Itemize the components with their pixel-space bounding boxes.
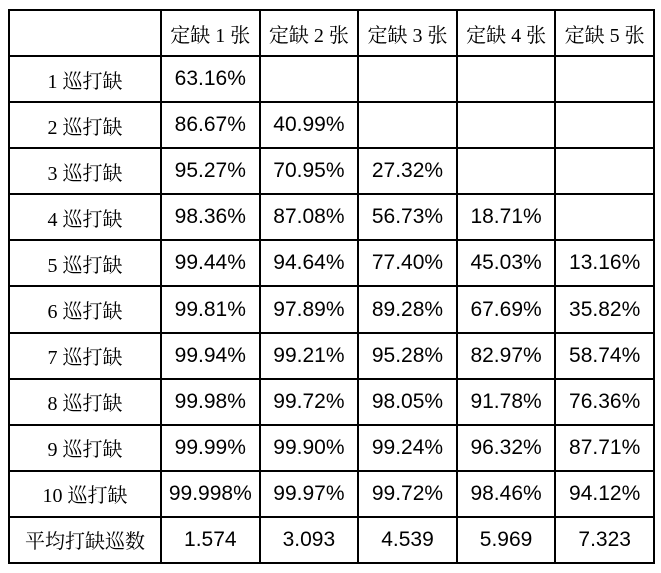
summary-row [9,517,654,563]
probability-table [8,9,655,564]
data-cell: 89.28% [358,286,457,332]
data-cell: 58.74% [555,333,654,379]
column-header-1: 定缺 1 张 [161,10,260,56]
data-cell: 7.323 [555,517,654,563]
data-cell: 18.71% [457,194,556,240]
data-cell: 98.05% [358,379,457,425]
data-cell [555,148,654,194]
data-cell: 5.969 [457,517,556,563]
data-cell: 94.12% [555,471,654,517]
table-row [9,148,654,194]
data-cell: 13.16% [555,240,654,286]
data-cell: 76.36% [555,379,654,425]
data-cell: 77.40% [358,240,457,286]
data-cell: 45.03% [457,240,556,286]
data-cell: 40.99% [260,102,359,148]
data-cell: 95.28% [358,333,457,379]
data-cell: 63.16% [161,56,260,102]
data-cell: 99.99% [161,425,260,471]
data-cell [260,56,359,102]
data-cell [555,56,654,102]
data-cell: 99.90% [260,425,359,471]
row-label: 7 巡打缺 [9,333,161,379]
table-row [9,286,654,332]
table-row [9,102,654,148]
data-cell: 99.97% [260,471,359,517]
data-cell: 99.72% [358,471,457,517]
data-cell: 86.67% [161,102,260,148]
data-cell [457,56,556,102]
data-cell: 35.82% [555,286,654,332]
data-cell [457,148,556,194]
data-cell: 99.44% [161,240,260,286]
data-cell: 98.36% [161,194,260,240]
data-cell: 99.21% [260,333,359,379]
data-cell [555,194,654,240]
column-header-3: 定缺 3 张 [358,10,457,56]
data-cell: 99.72% [260,379,359,425]
data-cell: 99.998% [161,471,260,517]
data-cell: 96.32% [457,425,556,471]
column-header-4: 定缺 4 张 [457,10,556,56]
table-row [9,379,654,425]
data-cell: 87.08% [260,194,359,240]
row-label: 平均打缺巡数 [9,517,161,563]
table-row [9,240,654,286]
data-cell: 95.27% [161,148,260,194]
data-cell [358,56,457,102]
data-cell: 4.539 [358,517,457,563]
data-cell: 99.81% [161,286,260,332]
data-cell: 87.71% [555,425,654,471]
row-label: 9 巡打缺 [9,425,161,471]
data-cell [555,102,654,148]
data-cell: 70.95% [260,148,359,194]
table-row [9,194,654,240]
data-cell: 91.78% [457,379,556,425]
data-cell: 99.98% [161,379,260,425]
row-label: 1 巡打缺 [9,56,161,102]
table-row [9,425,654,471]
data-cell [358,102,457,148]
row-label: 3 巡打缺 [9,148,161,194]
column-header-5: 定缺 5 张 [555,10,654,56]
data-cell: 82.97% [457,333,556,379]
table-row [9,333,654,379]
corner-cell [9,10,161,56]
data-cell: 97.89% [260,286,359,332]
data-cell: 98.46% [457,471,556,517]
data-cell: 1.574 [161,517,260,563]
header-row [9,10,654,56]
row-label: 2 巡打缺 [9,102,161,148]
data-cell [457,102,556,148]
column-header-2: 定缺 2 张 [260,10,359,56]
table-row [9,471,654,517]
data-cell: 94.64% [260,240,359,286]
row-label: 6 巡打缺 [9,286,161,332]
row-label: 8 巡打缺 [9,379,161,425]
row-label: 4 巡打缺 [9,194,161,240]
row-label: 5 巡打缺 [9,240,161,286]
data-cell: 99.94% [161,333,260,379]
data-cell: 56.73% [358,194,457,240]
data-cell: 99.24% [358,425,457,471]
table-row [9,56,654,102]
data-cell: 67.69% [457,286,556,332]
row-label: 10 巡打缺 [9,471,161,517]
data-cell: 3.093 [260,517,359,563]
data-cell: 27.32% [358,148,457,194]
